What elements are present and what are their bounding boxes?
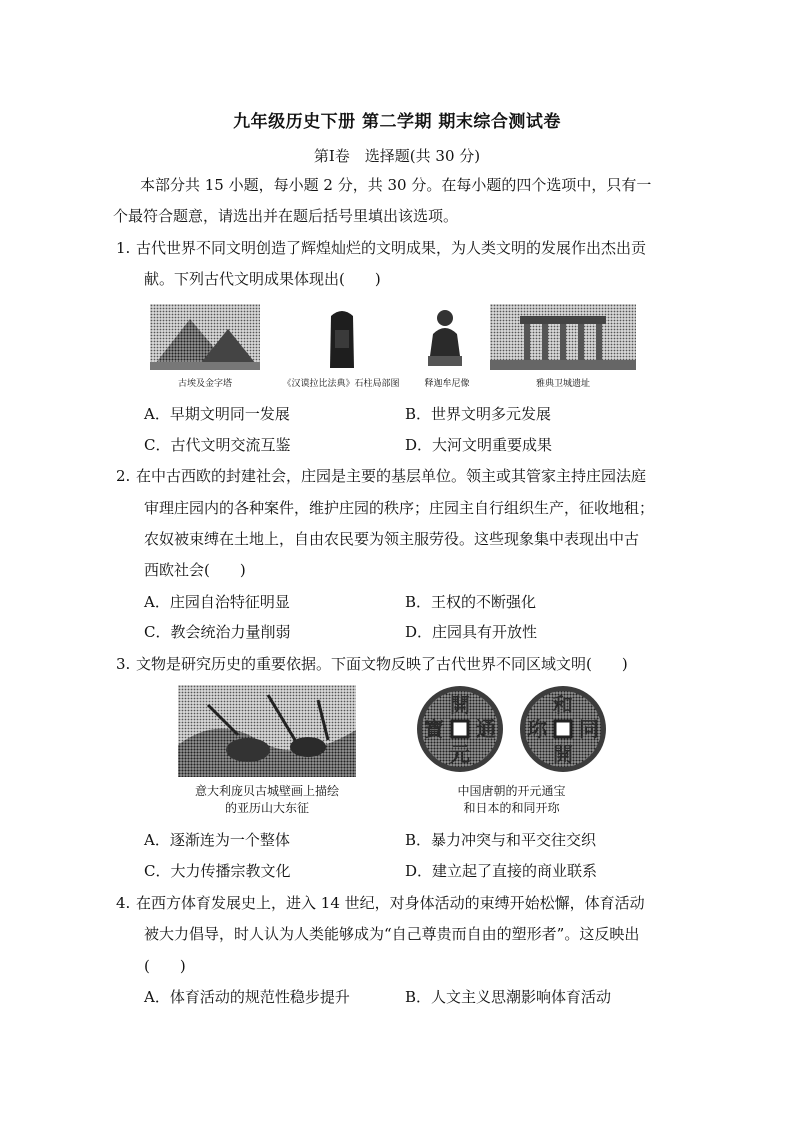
q4-option-a[interactable]: A．体育活动的规范性稳步提升	[144, 988, 350, 1006]
caption-coins-line-1: 中国唐朝的开元通宝	[457, 784, 566, 798]
coin1-char-left: 寶	[424, 717, 444, 741]
caption-pompeii-line-2: 的亚历山大东征	[224, 801, 309, 815]
q1-number: 1.	[116, 239, 131, 257]
kaiyuan-tongbao-coin	[415, 684, 505, 774]
pyramids-image	[150, 304, 260, 370]
coin2-char-bottom: 開	[553, 742, 573, 766]
q2-stem-line-4: 西欧社会( )	[144, 561, 246, 579]
wado-kaichin-coin	[518, 684, 608, 774]
coin2-char-left: 珎	[527, 717, 547, 741]
pompeii-mural-image	[178, 685, 356, 777]
caption-acropolis: 雅典卫城遗址	[535, 379, 590, 389]
q2-stem-line-2: 审理庄园内的各种案件，维护庄园的秩序；庄园主自行组织生产，征收地租；	[144, 499, 655, 517]
q1-option-b[interactable]: B．世界文明多元发展	[405, 405, 552, 423]
q4-stem-line-1: 在西方体育发展史上，进入 14 世纪，对身体活动的束缚开始松懈，体育活动	[136, 894, 645, 912]
q4-stem-line-2: 被大力倡导，时人认为人类能够成为“自己尊贵而自由的塑形者”。这反映出	[144, 925, 640, 943]
coin2-char-right: 同	[579, 717, 599, 741]
q2-stem-line-3: 农奴被束缚在土地上，自由农民要为领主服劳役。这些现象集中表现出中古	[144, 530, 640, 548]
q2-stem-line-1: 在中古西欧的封建社会，庄园是主要的基层单位。领主或其管家主持庄园法庭	[136, 467, 647, 485]
coin1-char-top: 開	[450, 693, 470, 717]
q3-option-c[interactable]: C．大力传播宗教文化	[144, 862, 291, 880]
athens-acropolis-image	[490, 304, 636, 370]
q3-number: 3.	[116, 655, 131, 673]
buddha-statue-image	[425, 304, 465, 370]
instructions-line-2: 个最符合题意，请选出并在题后括号里填出该选项。	[113, 207, 459, 225]
coin1-char-right: 通	[476, 717, 496, 741]
q2-option-c[interactable]: C．教会统治力量削弱	[144, 623, 291, 641]
q1-stem-line-2: 献。下列古代文明成果体现出( )	[144, 270, 381, 288]
caption-pyramids: 古埃及金字塔	[177, 379, 232, 389]
q3-option-b[interactable]: B．暴力冲突与和平交往交织	[405, 831, 597, 849]
q3-option-a[interactable]: A．逐渐连为一个整体	[144, 831, 290, 849]
q1-option-d[interactable]: D．大河文明重要成果	[405, 436, 553, 454]
instructions-line-1: 本部分共 15 小题，每小题 2 分，共 30 分。在每小题的四个选项中，只有一	[140, 176, 652, 194]
caption-coins-line-2: 和日本的和同开珎	[463, 801, 560, 815]
q2-option-b[interactable]: B．王权的不断强化	[405, 593, 537, 611]
exam-title: 九年级历史下册 第二学期 期末综合测试卷	[233, 112, 561, 132]
q1-option-c[interactable]: C．古代文明交流互鉴	[144, 436, 291, 454]
q1-option-a[interactable]: A．早期文明同一发展	[144, 405, 290, 423]
q4-option-b[interactable]: B．人文主义思潮影响体育活动	[405, 988, 612, 1006]
q3-option-d[interactable]: D．建立起了直接的商业联系	[405, 862, 598, 880]
caption-hammurabi: 《汉谟拉比法典》石柱局部图	[282, 379, 400, 389]
coin1-char-bottom: 元	[450, 742, 470, 766]
q4-stem-line-3: ( )	[144, 957, 186, 975]
caption-buddha: 释迦牟尼像	[424, 379, 470, 389]
hammurabi-stele-image	[327, 308, 357, 370]
caption-pompeii-line-1: 意大利庞贝古城壁画上描绘	[194, 784, 339, 798]
coin2-char-top: 和	[553, 693, 573, 717]
q2-option-a[interactable]: A．庄园自治特征明显	[144, 593, 290, 611]
q2-number: 2.	[116, 467, 131, 485]
q4-number: 4.	[116, 894, 131, 912]
q2-option-d[interactable]: D．庄园具有开放性	[405, 623, 538, 641]
q3-stem-line-1: 文物是研究历史的重要依据。下面文物反映了古代世界不同区域文明( )	[136, 655, 628, 673]
q1-stem-line-1: 古代世界不同文明创造了辉煌灿烂的文明成果，为人类文明的发展作出杰出贡	[136, 239, 647, 257]
section-heading: 第Ⅰ卷 选择题(共 30 分)	[313, 147, 481, 165]
